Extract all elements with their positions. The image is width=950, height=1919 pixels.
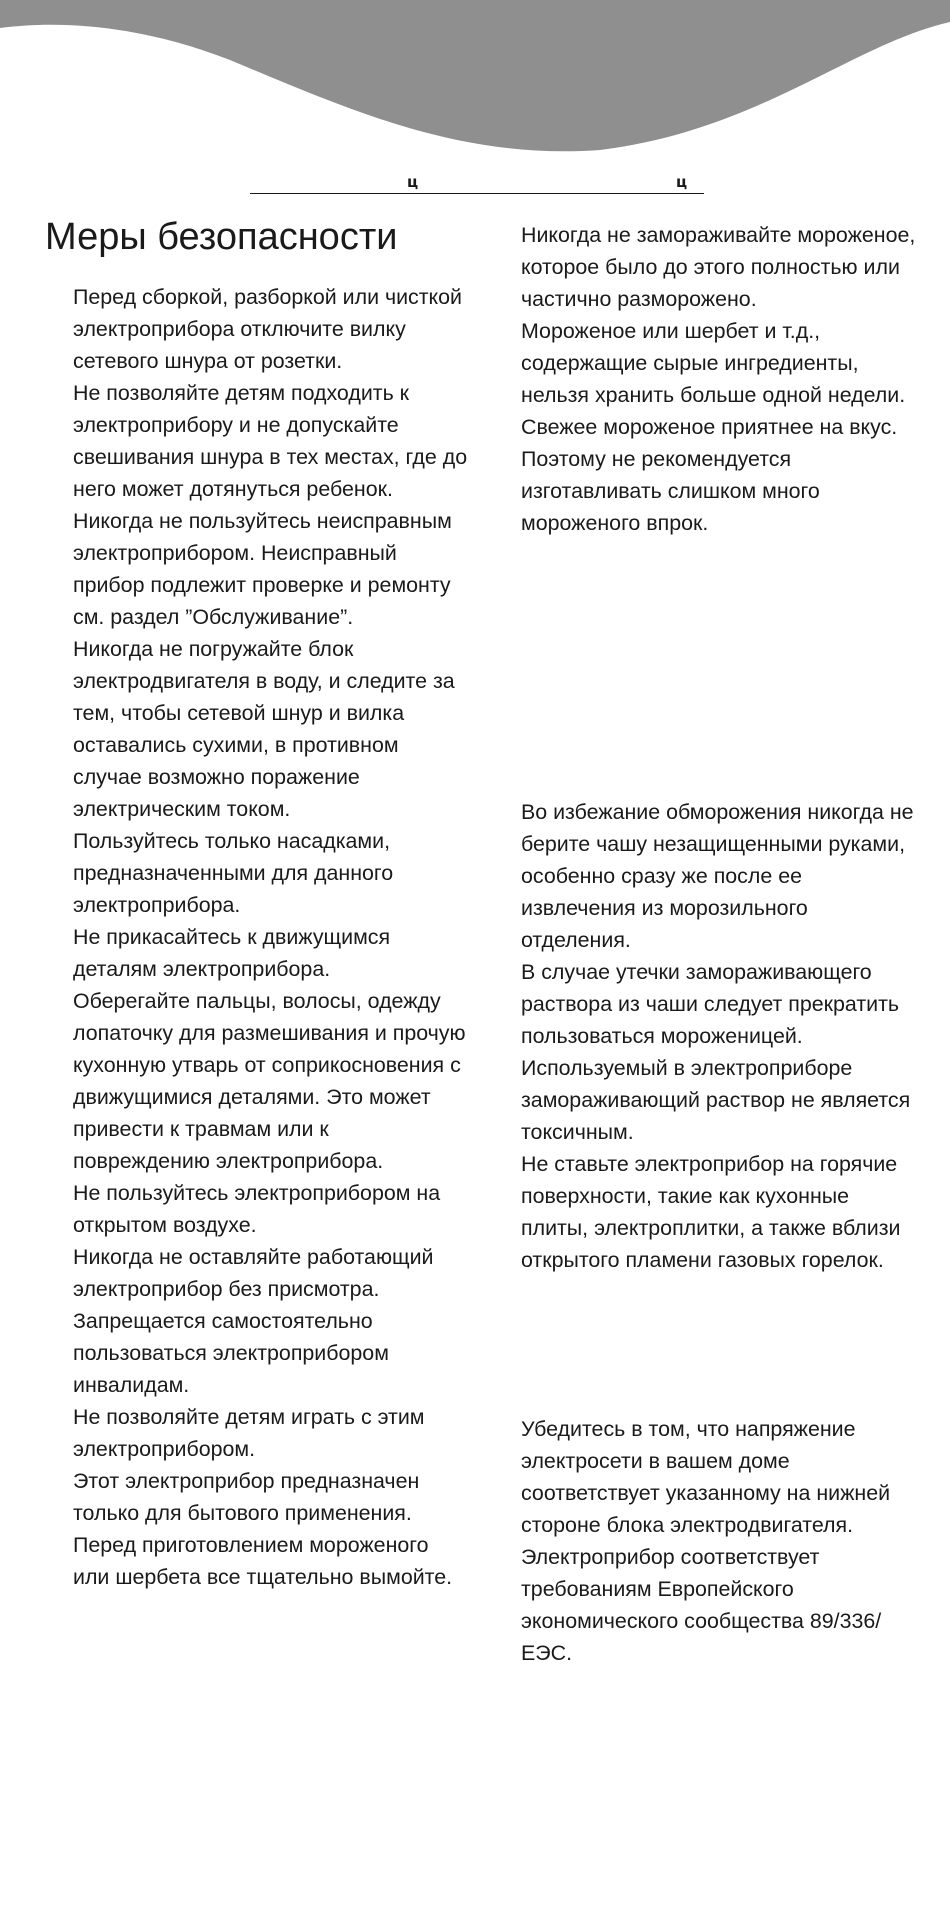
safety-paragraph: Никогда не пользуйтесь неисправным электроприбором. Неисправный прибор подлежит проверке и ремонту см. раздел ”Обслуживание”. bbox=[73, 509, 452, 629]
header-mark-right: ц bbox=[676, 173, 688, 191]
header-wave-banner bbox=[0, 0, 950, 160]
safety-paragraph: Мороженое или шербет и т.д., содержащие сырые ингредиенты, нельзя хранить больше одной недели. Свежее мороженое приятнее на вкус. Поэтому не рекомендуется изготавливать слишком много мороженого впрок. bbox=[521, 319, 906, 535]
safety-paragraph: Не позволяйте детям играть с этим электроприбором. bbox=[73, 1405, 425, 1461]
safety-paragraph: В случае утечки замораживающего раствора из чаши следует прекратить пользоваться мороженицей. bbox=[521, 960, 900, 1048]
safety-paragraph: Не прикасайтесь к движущимся деталям электроприбора. bbox=[73, 925, 391, 981]
safety-list-right-middle bbox=[521, 796, 921, 1276]
safety-paragraph: Оберегайте пальцы, волосы, одежду лопаточку для размешивания и прочую кухонную утварь от соприкосновения с движущимися деталями. Это может привести к травмам или к повреждению электроприбора. bbox=[73, 989, 466, 1173]
safety-list-right-bottom bbox=[521, 1413, 921, 1669]
safety-paragraph: Запрещается самостоятельно пользоваться электроприбором инвалидам. bbox=[73, 1309, 389, 1397]
safety-paragraph: Никогда не оставляйте работающий электроприбор без присмотра. bbox=[73, 1245, 434, 1301]
header-rule bbox=[250, 193, 704, 194]
header-mark-left: ц bbox=[407, 173, 419, 191]
safety-paragraph: Во избежание обморожения никогда не берите чашу незащищенными руками, особенно сразу же после ее извлечения из морозильного отделения. bbox=[521, 800, 914, 952]
page-title: Меры безопасности bbox=[45, 216, 398, 258]
safety-paragraph: Не пользуйтесь электроприбором на открытом воздухе. bbox=[73, 1181, 441, 1237]
safety-paragraph: Убедитесь в том, что напряжение электросети в вашем доме соответствует указанному на нижней стороне блока электродвигателя. bbox=[521, 1417, 891, 1537]
safety-list-left bbox=[73, 281, 468, 1593]
safety-paragraph: Электроприбор соответствует требованиям Европейского экономического сообщества 89/336/ЕЭС. bbox=[521, 1545, 882, 1665]
safety-paragraph: Перед сборкой, разборкой или чисткой электроприбора отключите вилку сетевого шнура от розетки. bbox=[73, 285, 462, 373]
safety-paragraph: Не ставьте электроприбор на горячие поверхности, такие как кухонные плиты, электроплитки, а также вблизи открытого пламени газовых горелок. bbox=[521, 1152, 901, 1272]
safety-paragraph: Используемый в электроприборе замораживающий раствор не является токсичным. bbox=[521, 1056, 911, 1144]
safety-paragraph: Этот электроприбор предназначен только для бытового применения. bbox=[73, 1469, 420, 1525]
safety-paragraph: Пользуйтесь только насадками, предназначенными для данного электроприбора. bbox=[73, 829, 394, 917]
safety-paragraph: Никогда не замораживайте мороженое, которое было до этого полностью или частично разморожено. bbox=[521, 223, 916, 311]
safety-paragraph: Не позволяйте детям подходить к электроприбору и не допускайте свешивания шнура в тех местах, где до него может дотянуться ребенок. bbox=[73, 381, 468, 501]
safety-paragraph: Никогда не погружайте блок электродвигателя в воду, и следите за тем, чтобы сетевой шнур и вилка оставались сухими, в противном случае возможно поражение электрическим током. bbox=[73, 637, 455, 821]
safety-paragraph: Перед приготовлением мороженого или шербета все тщательно вымойте. bbox=[73, 1533, 453, 1589]
safety-list-right-top bbox=[521, 219, 921, 539]
